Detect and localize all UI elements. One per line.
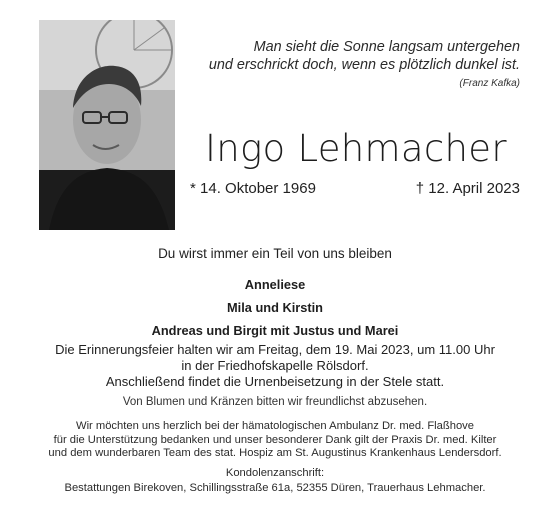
thanks-line: und dem wunderbaren Team des stat. Hospiz am St. Augustinus Krankenhaus Lendersdorf. [48,447,502,460]
quote-author: (Franz Kafka) [459,78,520,89]
deceased-name: Ingo Lehmacher [205,127,507,170]
family-member: Andreas und Birgit mit Justus und Marei [151,323,399,338]
condolence-address-line: Bestattungen Birekoven, Schillingsstraße 61a, 52355 Düren, Trauerhaus Lehmacher. [64,481,486,494]
family-member: Anneliese [244,277,306,292]
family-list [0,273,550,342]
thanks-text [0,420,550,461]
motto: Du wirst immer ein Teil von uns bleiben [158,246,392,261]
flowers-note: Von Blumen und Kränzen bitten wir freundlichst abzusehen. [122,396,428,408]
thanks-line: für die Unterstützung bedanken und unser besonderer Dank gilt der Praxis Dr. med. Kilter [53,433,497,446]
ceremony-line: in der Friedhofskapelle Rölsdorf. [181,358,369,373]
ceremony-info [0,342,550,390]
condolence-address [0,466,550,495]
portrait-photo [39,20,175,230]
quote-line: Man sieht die Sonne langsam untergehen [253,39,520,55]
family-member: Mila und Kirstin [227,300,323,315]
portrait-image [39,20,175,230]
thanks-line: Wir möchten uns herzlich bei der hämatologischen Ambulanz Dr. med. Flaßhove [76,420,474,432]
ceremony-line: Die Erinnerungsfeier halten wir am Freitag, dem 19. Mai 2023, um 11.00 Uhr [55,342,495,357]
quote-line: und erschrickt doch, wenn es plötzlich dunkel ist. [208,57,520,73]
birth-date: * 14. Oktober 1969 [190,180,316,197]
quote-text [190,38,520,74]
death-date: † 12. April 2023 [415,180,520,197]
ceremony-line: Anschließend findet die Urnenbeisetzung in der Stele statt. [105,374,445,389]
condolence-label: Kondolenzanschrift: [225,467,325,479]
